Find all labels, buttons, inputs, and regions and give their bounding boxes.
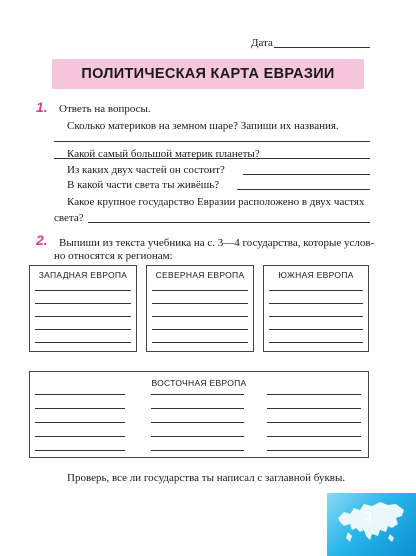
answer-line[interactable]: [269, 290, 363, 291]
task1-question2: Какой самый большой материк планеты?: [67, 148, 260, 160]
answer-line[interactable]: [269, 342, 363, 343]
page-title: ПОЛИТИЧЕСКАЯ КАРТА ЕВРАЗИИ: [81, 66, 335, 82]
answer-line[interactable]: [35, 329, 131, 330]
region-box-north: [146, 265, 254, 352]
answer-line[interactable]: [35, 436, 125, 437]
task1-question3: Из каких двух частей он состоит?: [67, 164, 225, 176]
task1-question4: В какой части света ты живёшь?: [67, 179, 220, 191]
date-label: Дата: [251, 37, 273, 49]
answer-line[interactable]: [267, 408, 361, 409]
task1-question1: Сколько материков на земном шаре? Запиши их названия.: [67, 120, 339, 132]
region-title-north: СЕВЕРНАЯ ЕВРОПА: [155, 270, 245, 280]
answer-line[interactable]: [35, 342, 131, 343]
region-box-east: [29, 371, 369, 458]
answer-line[interactable]: [151, 450, 244, 451]
answer-line[interactable]: [151, 394, 244, 395]
task1-intro: Ответь на вопросы.: [59, 103, 151, 115]
answer-line[interactable]: [151, 422, 244, 423]
footer-note: Проверь, все ли государства ты написал с заглавной буквы.: [67, 472, 346, 484]
answer-line[interactable]: [152, 290, 248, 291]
answer-line[interactable]: [271, 158, 370, 159]
region-title-east: ВОСТОЧНАЯ ЕВРОПА: [151, 378, 247, 388]
answer-line[interactable]: [35, 316, 131, 317]
answer-line[interactable]: [267, 394, 361, 395]
region-title-south: ЮЖНАЯ ЕВРОПА: [278, 270, 354, 280]
task1-question5-line1: Какое крупное государство Евразии расположено в двух частях: [67, 196, 365, 208]
region-box-west: [29, 265, 137, 352]
answer-line[interactable]: [151, 436, 244, 437]
answer-line[interactable]: [35, 422, 125, 423]
answer-line[interactable]: [152, 316, 248, 317]
answer-line[interactable]: [269, 303, 363, 304]
task1-question5-line2: света?: [54, 212, 84, 224]
answer-line[interactable]: [88, 222, 370, 223]
answer-line[interactable]: [152, 303, 248, 304]
answer-line[interactable]: [237, 189, 370, 190]
task1-number: 1.: [36, 99, 48, 115]
answer-line[interactable]: [35, 303, 131, 304]
answer-line[interactable]: [269, 316, 363, 317]
answer-line[interactable]: [151, 408, 244, 409]
answer-line[interactable]: [35, 408, 125, 409]
answer-line[interactable]: [35, 290, 131, 291]
answer-line[interactable]: [54, 141, 370, 142]
answer-line[interactable]: [267, 450, 361, 451]
region-title-west: ЗАПАДНАЯ ЕВРОПА: [38, 270, 128, 280]
date-line[interactable]: [274, 47, 370, 48]
answer-line[interactable]: [243, 174, 370, 175]
page-number: 3: [364, 508, 372, 524]
answer-line[interactable]: [152, 342, 248, 343]
answer-line[interactable]: [35, 394, 125, 395]
answer-line[interactable]: [35, 450, 125, 451]
task2-text-line1: Выпиши из текста учебника на с. 3—4 государства, которые услов-: [59, 237, 375, 249]
answer-line[interactable]: [267, 422, 361, 423]
answer-line[interactable]: [152, 329, 248, 330]
region-box-south: [263, 265, 369, 352]
answer-line[interactable]: [267, 436, 361, 437]
answer-line[interactable]: [269, 329, 363, 330]
task2-number: 2.: [36, 232, 48, 248]
task2-text-line2: но относятся к регионам:: [54, 250, 173, 262]
